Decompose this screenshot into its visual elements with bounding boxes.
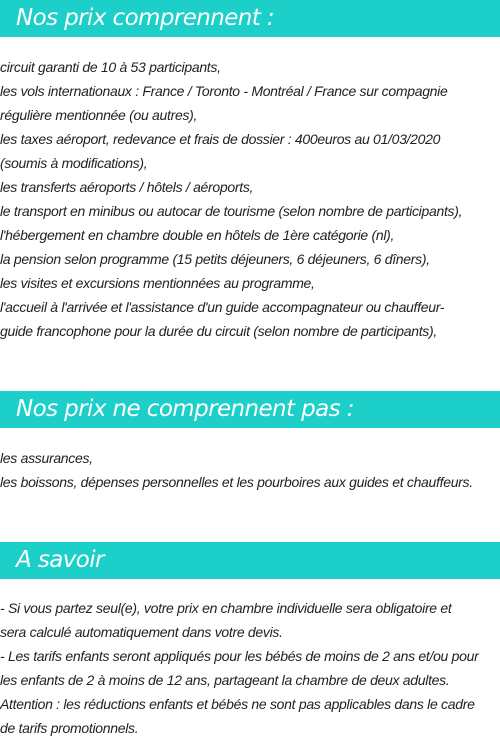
section-header-not-included — [0, 391, 500, 428]
a-savoir-text — [0, 596, 500, 740]
text-line: les assurances, — [0, 450, 93, 466]
text-line: l'hébergement en chambre double en hôtels de 1ère catégorie (nl), — [0, 227, 395, 243]
text-line: les vols internationaux : France / Toronto - Montréal / France sur compagnie — [0, 83, 448, 99]
text-line: guide francophone pour la durée du circuit (selon nombre de participants), — [0, 323, 437, 339]
text-line: Attention : les réductions enfants et bébés ne sont pas applicables dans le cadre — [0, 696, 475, 712]
text-line: l'accueil à l'arrivée et l'assistance d'un guide accompagnateur ou chauffeur- — [0, 299, 445, 315]
text-line: - Les tarifs enfants seront appliqués pour les bébés de moins de 2 ans et/ou pour — [0, 648, 479, 664]
not-included-list — [0, 446, 500, 494]
text-line: circuit garanti de 10 à 53 participants, — [0, 59, 221, 75]
text-line: - Si vous partez seul(e), votre prix en chambre individuelle sera obligatoire et — [0, 600, 452, 616]
included-list — [0, 55, 500, 343]
section-header-a-savoir — [0, 542, 500, 579]
text-line: les taxes aéroport, redevance et frais de dossier : 400euros au 01/03/2020 — [0, 131, 441, 147]
text-line: régulière mentionnée (ou autres), — [0, 107, 198, 123]
text-line: sera calculé automatiquement dans votre devis. — [0, 624, 283, 640]
text-line: le transport en minibus ou autocar de tourisme (selon nombre de participants), — [0, 203, 463, 219]
text-line: (soumis à modifications), — [0, 155, 148, 171]
section-title-included: Nos prix comprennent : — [16, 5, 275, 31]
section-title-not-included: Nos prix ne comprennent pas : — [16, 396, 354, 422]
text-line: de tarifs promotionnels. — [0, 720, 139, 736]
section-title-a-savoir: A savoir — [16, 547, 104, 573]
section-header-included — [0, 0, 500, 37]
text-line: les boissons, dépenses personnelles et les pourboires aux guides et chauffeurs. — [0, 474, 473, 490]
text-line: les visites et excursions mentionnées au programme, — [0, 275, 315, 291]
text-line: les transferts aéroports / hôtels / aéroports, — [0, 179, 254, 195]
text-line: les enfants de 2 à moins de 12 ans, partageant la chambre de deux adultes. — [0, 672, 450, 688]
text-line: la pension selon programme (15 petits déjeuners, 6 déjeuners, 6 dîners), — [0, 251, 430, 267]
